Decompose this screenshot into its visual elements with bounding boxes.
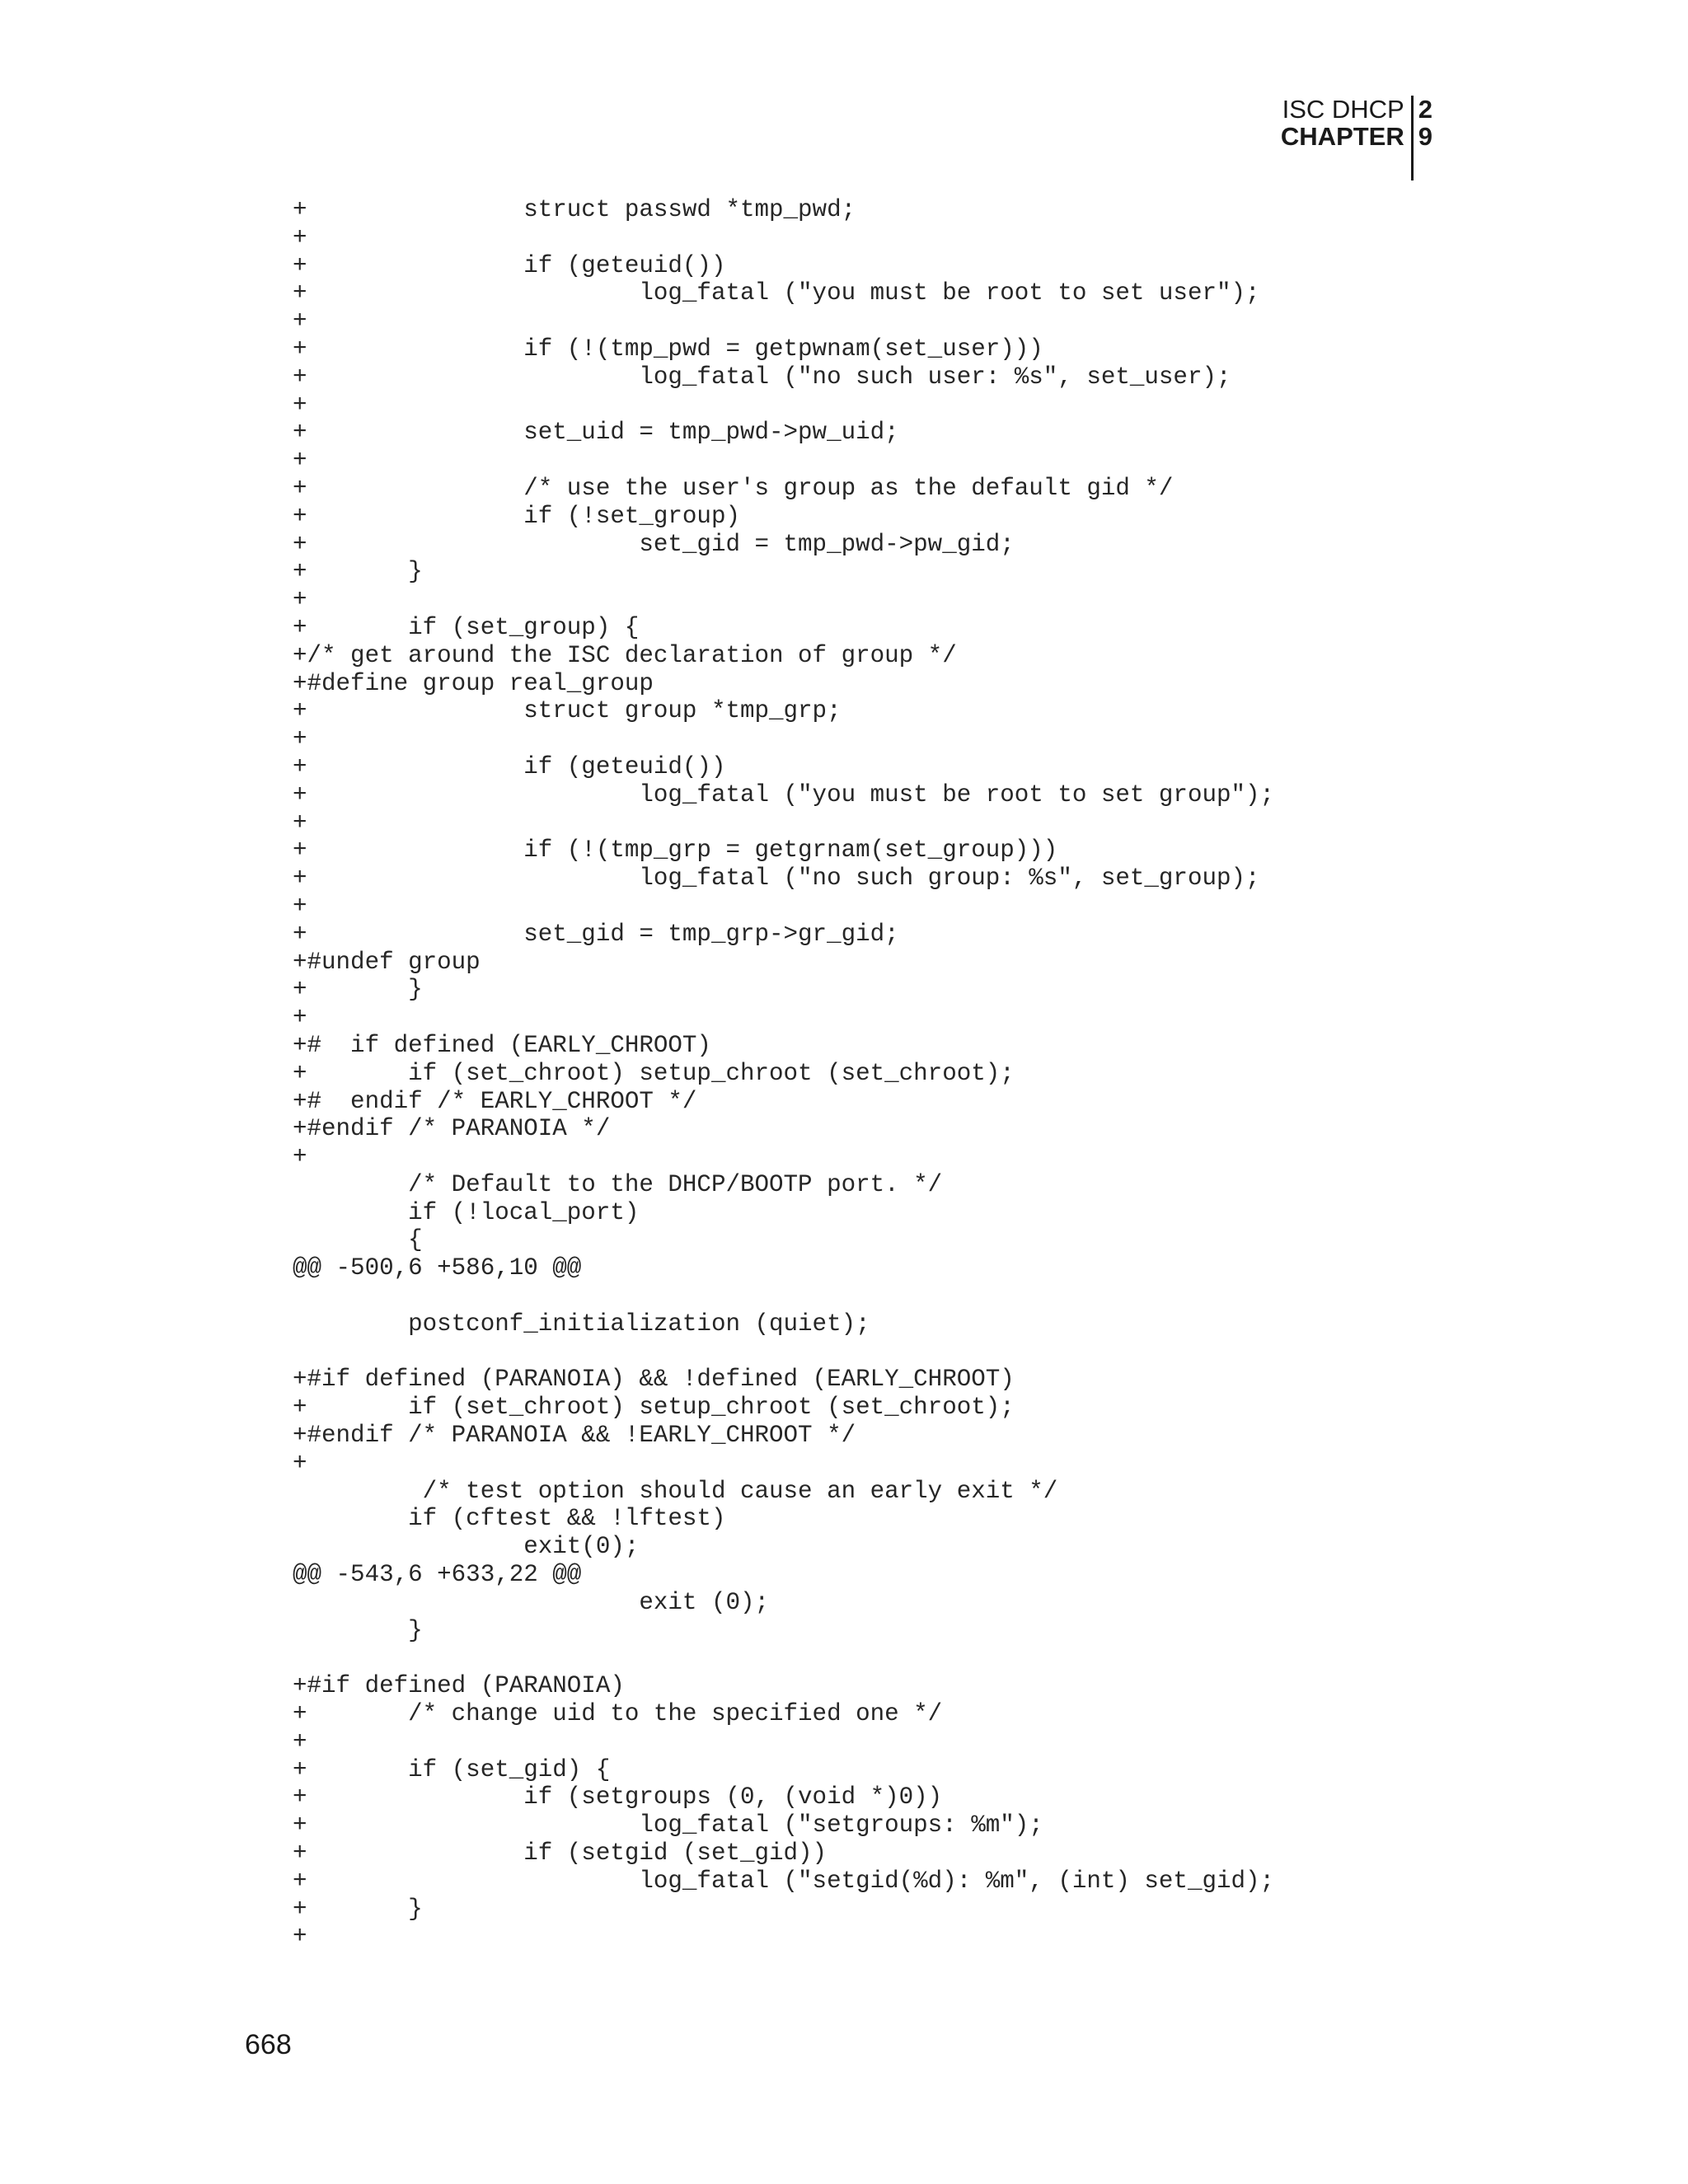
code-line: + bbox=[293, 1143, 307, 1171]
code-line: + set_gid = tmp_pwd->pw_gid; bbox=[293, 530, 1015, 558]
code-line: +#if defined (PARANOIA) bbox=[293, 1672, 625, 1700]
code-line: + bbox=[293, 725, 307, 753]
code-line: + log_fatal ("you must be root to set group"); bbox=[293, 780, 1275, 808]
code-line bbox=[293, 1644, 1274, 1672]
code-line: + } bbox=[293, 558, 423, 586]
code-line: + bbox=[293, 1923, 307, 1951]
code-line: + if (set_group) { bbox=[293, 613, 640, 641]
code-line: +#define group real_group bbox=[293, 669, 654, 697]
chapter-number-digit-2: 9 bbox=[1418, 122, 1432, 152]
code-line: @@ -500,6 +586,10 @@ bbox=[293, 1254, 582, 1282]
code-line: + bbox=[293, 1727, 307, 1755]
chapter-number bbox=[1414, 96, 1432, 151]
code-line bbox=[293, 1282, 1274, 1310]
code-line: + if (!set_group) bbox=[293, 502, 740, 530]
code-line: + if (geteuid()) bbox=[293, 251, 726, 279]
code-line: + bbox=[293, 586, 307, 614]
code-line: + if (!(tmp_grp = getgrnam(set_group))) bbox=[293, 837, 1058, 865]
code-line: +# endif /* EARLY_CHROOT */ bbox=[293, 1087, 697, 1115]
code-line: + bbox=[293, 223, 307, 251]
code-line: +# if defined (EARLY_CHROOT) bbox=[293, 1031, 711, 1059]
code-line: + bbox=[293, 892, 307, 920]
code-line: + if (!(tmp_pwd = getpwnam(set_user))) bbox=[293, 335, 1043, 363]
code-line: + log_fatal ("no such user: %s", set_user); bbox=[293, 363, 1231, 391]
code-line: } bbox=[293, 1616, 423, 1644]
code-line: + if (set_chroot) setup_chroot (set_chroot); bbox=[293, 1394, 1015, 1422]
code-line: @@ -543,6 +633,22 @@ bbox=[293, 1561, 582, 1589]
code-line: + if (setgid (set_gid)) bbox=[293, 1840, 828, 1868]
code-line: + /* use the user's group as the default gid */ bbox=[293, 474, 1174, 502]
code-line: + log_fatal ("setgroups: %m"); bbox=[293, 1811, 1043, 1840]
code-line: if (cftest && !lftest) bbox=[293, 1505, 726, 1533]
code-line: + set_gid = tmp_grp->gr_gid; bbox=[293, 920, 899, 948]
code-line: + log_fatal ("no such group: %s", set_group); bbox=[293, 865, 1260, 893]
code-line: if (!local_port) bbox=[293, 1198, 640, 1226]
code-line: + if (setgroups (0, (void *)0)) bbox=[293, 1783, 943, 1811]
code-line: + set_uid = tmp_pwd->pw_uid; bbox=[293, 419, 899, 447]
code-line: + bbox=[293, 447, 307, 475]
code-line: +#endif /* PARANOIA */ bbox=[293, 1115, 611, 1143]
book-title: ISC DHCP bbox=[1282, 95, 1404, 124]
code-line: + log_fatal ("you must be root to set user"); bbox=[293, 279, 1260, 307]
chapter-number-digit-1: 2 bbox=[1418, 95, 1432, 124]
code-line: + if (set_gid) { bbox=[293, 1755, 611, 1783]
code-line: { bbox=[293, 1226, 423, 1254]
code-line: + log_fatal ("setgid(%d): %m", (int) set_gid); bbox=[293, 1867, 1275, 1895]
code-line: + bbox=[293, 808, 307, 837]
running-header bbox=[1281, 96, 1432, 180]
code-line: exit(0); bbox=[293, 1533, 640, 1561]
code-line: +#endif /* PARANOIA && !EARLY_CHROOT */ bbox=[293, 1422, 856, 1450]
code-line: + struct group *tmp_grp; bbox=[293, 697, 842, 725]
code-line: + bbox=[293, 391, 307, 419]
chapter-label: CHAPTER bbox=[1280, 122, 1404, 152]
page-number: 668 bbox=[245, 2029, 292, 2060]
code-line: +#undef group bbox=[293, 948, 481, 976]
code-line: + if (set_chroot) setup_chroot (set_chroot); bbox=[293, 1059, 1015, 1087]
code-line: +#if defined (PARANOIA) && !defined (EARLY_CHROOT) bbox=[293, 1366, 1015, 1394]
code-line: + struct passwd *tmp_pwd; bbox=[293, 196, 856, 223]
code-line: + bbox=[293, 307, 307, 335]
code-line: + bbox=[293, 1004, 307, 1032]
code-line: +/* get around the ISC declaration of group */ bbox=[293, 641, 957, 669]
code-line: + if (geteuid()) bbox=[293, 752, 726, 780]
code-line: + /* change uid to the specified one */ bbox=[293, 1700, 943, 1728]
code-line: + bbox=[293, 1449, 307, 1477]
code-line bbox=[293, 1338, 1274, 1366]
code-line: /* test option should cause an early exit */ bbox=[293, 1477, 1058, 1505]
code-line: postconf_initialization (quiet); bbox=[293, 1310, 870, 1338]
code-line: /* Default to the DHCP/BOOTP port. */ bbox=[293, 1170, 943, 1198]
code-line: + } bbox=[293, 1895, 423, 1923]
code-line: + } bbox=[293, 976, 423, 1004]
running-header-text bbox=[1281, 96, 1414, 180]
code-listing bbox=[293, 196, 1274, 1951]
code-line: exit (0); bbox=[293, 1588, 770, 1616]
